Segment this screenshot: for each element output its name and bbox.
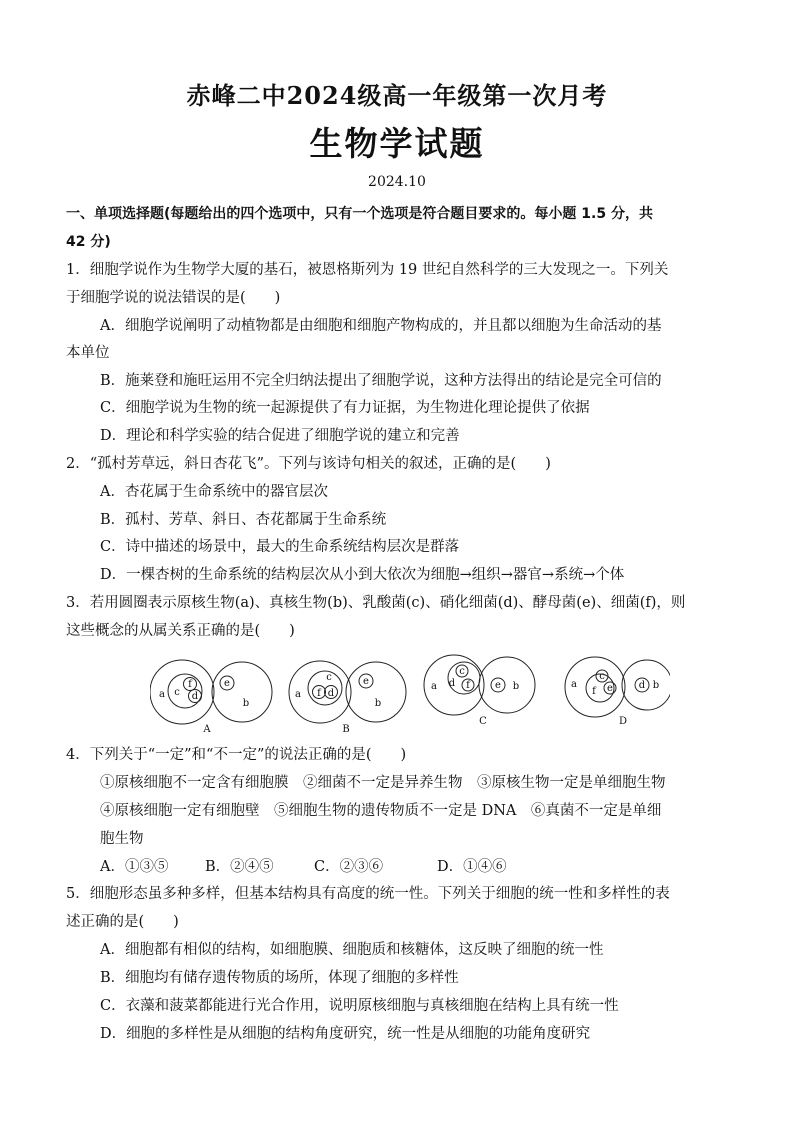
q4-stem: 4．下列关于“一定”和“不一定”的说法正确的是( ): [66, 747, 407, 763]
venn-label: b: [652, 680, 660, 691]
subject-title: 生物学试题: [309, 124, 485, 163]
q5-option-c: C．衣藻和菠菜都能进行光合作用，说明原核细胞与真核细胞在结构上具有统一性: [100, 998, 619, 1014]
venn-label: e: [363, 676, 369, 687]
q4-option-d: D．①④⑥: [437, 859, 507, 875]
venn-label: c: [326, 672, 332, 683]
venn-label: a: [431, 681, 437, 692]
q5-option-a: A．细胞都有相似的结构，如细胞膜、细胞质和核糖体，这反映了细胞的统一性: [100, 942, 604, 958]
venn-label: d: [327, 688, 335, 699]
venn-caption-d: D: [618, 716, 628, 727]
q4-statements: ①原核细胞不一定含有细胞膜 ②细菌不一定是异养生物 ③原核生物一定是单细胞生物: [100, 775, 666, 791]
q5-option-d: D．细胞的多样性是从细胞的结构角度研究，统一性是从细胞的功能角度研究: [100, 1026, 591, 1042]
venn-label: d: [448, 678, 456, 689]
venn-label: c: [599, 671, 605, 682]
venn-label: e: [224, 678, 230, 689]
venn-diagram-b: [289, 661, 406, 723]
q3-stem: 3．若用圆圈表示原核生物(a)、真核生物(b)、乳酸菌(c)、硝化细菌(d)、酵母菌(e)、细菌(f)，则: [66, 595, 686, 611]
venn-label: d: [191, 691, 199, 702]
venn-label: a: [571, 679, 577, 690]
q1-option-d: D．理论和科学实验的结合促进了细胞学说的建立和完善: [100, 428, 460, 444]
venn-label: e: [607, 683, 613, 694]
section-heading: 一、单项选择题(每题给出的四个选项中，只有一个选项是符合题目要求的。每小题 1.5 分，共: [66, 206, 653, 222]
venn-label: c: [174, 687, 180, 698]
q5-stem-cont: 述正确的是( ): [66, 914, 179, 930]
q1-stem: 1．细胞学说作为生物学大厦的基石，被恩格斯列为 19 世纪自然科学的三大发现之一。下列关: [66, 262, 669, 278]
q2-stem: 2．“孤村芳草远，斜日杏花飞”。下列与该诗句相关的叙述，正确的是( ): [66, 456, 551, 472]
section-heading-cont: 42 分): [66, 234, 111, 250]
venn-diagram-a: [150, 660, 272, 724]
q4-statements-cont: ④原核细胞一定有细胞壁 ⑤细胞生物的遗传物质不一定是 DNA ⑥真菌不一定是单细: [100, 803, 662, 819]
venn-caption-b: B: [342, 724, 350, 735]
q1-option-c: C．细胞学说为生物的统一起源提供了有力证据，为生物进化理论提供了依据: [100, 400, 590, 416]
q3-stem-cont: 这些概念的从属关系正确的是( ): [66, 623, 295, 639]
q1-option-a-cont: 本单位: [66, 345, 110, 361]
q4-option-b: B．②④⑤: [205, 859, 274, 875]
venn-label: d: [638, 680, 646, 691]
venn-caption-c: C: [479, 716, 487, 727]
venn-label: e: [495, 680, 501, 691]
exam-date: 2024.10: [368, 174, 426, 190]
venn-label: b: [242, 698, 250, 709]
venn-label: a: [159, 689, 165, 700]
q4-option-c: C．②③⑥: [314, 859, 384, 875]
q5-stem: 5．细胞形态虽多种多样，但基本结构具有高度的统一性。下列关于细胞的统一性和多样性的表: [66, 886, 670, 902]
venn-label: a: [295, 689, 301, 700]
venn-label: f: [317, 688, 321, 699]
venn-label: f: [592, 686, 596, 697]
q2-option-a: A．杏花属于生命系统中的器官层次: [100, 484, 328, 500]
venn-label: f: [466, 680, 470, 691]
q1-option-a: A．细胞学说阐明了动植物都是由细胞和细胞产物构成的，并且都以细胞为生命活动的基: [100, 318, 662, 334]
q4-option-a: A．①③⑤: [100, 859, 169, 875]
q1-stem-cont: 于细胞学说的说法错误的是( ): [66, 290, 281, 306]
q2-option-d: D．一棵杏树的生命系统的结构层次从小到大依次为细胞→组织→器官→系统→个体: [100, 567, 625, 583]
school-title: 赤峰二中2024级高一年级第一次月考: [186, 81, 608, 110]
venn-label: b: [512, 681, 520, 692]
venn-label: b: [374, 698, 382, 709]
venn-label: f: [188, 679, 192, 690]
q5-option-b: B．细胞均有储存遗传物质的场所，体现了细胞的多样性: [100, 970, 459, 986]
q3-venn-figure: [150, 652, 670, 740]
q4-statements-end: 胞生物: [100, 831, 144, 847]
q2-option-b: B．孤村、芳草、斜日、杏花都属于生命系统: [100, 512, 387, 528]
venn-caption-a: A: [203, 724, 211, 735]
q2-option-c: C．诗中描述的场景中，最大的生命系统结构层次是群落: [100, 539, 460, 555]
q1-option-b: B．施莱登和施旺运用不完全归纳法提出了细胞学说，这种方法得出的结论是完全可信的: [100, 373, 662, 389]
venn-label: c: [459, 666, 465, 677]
